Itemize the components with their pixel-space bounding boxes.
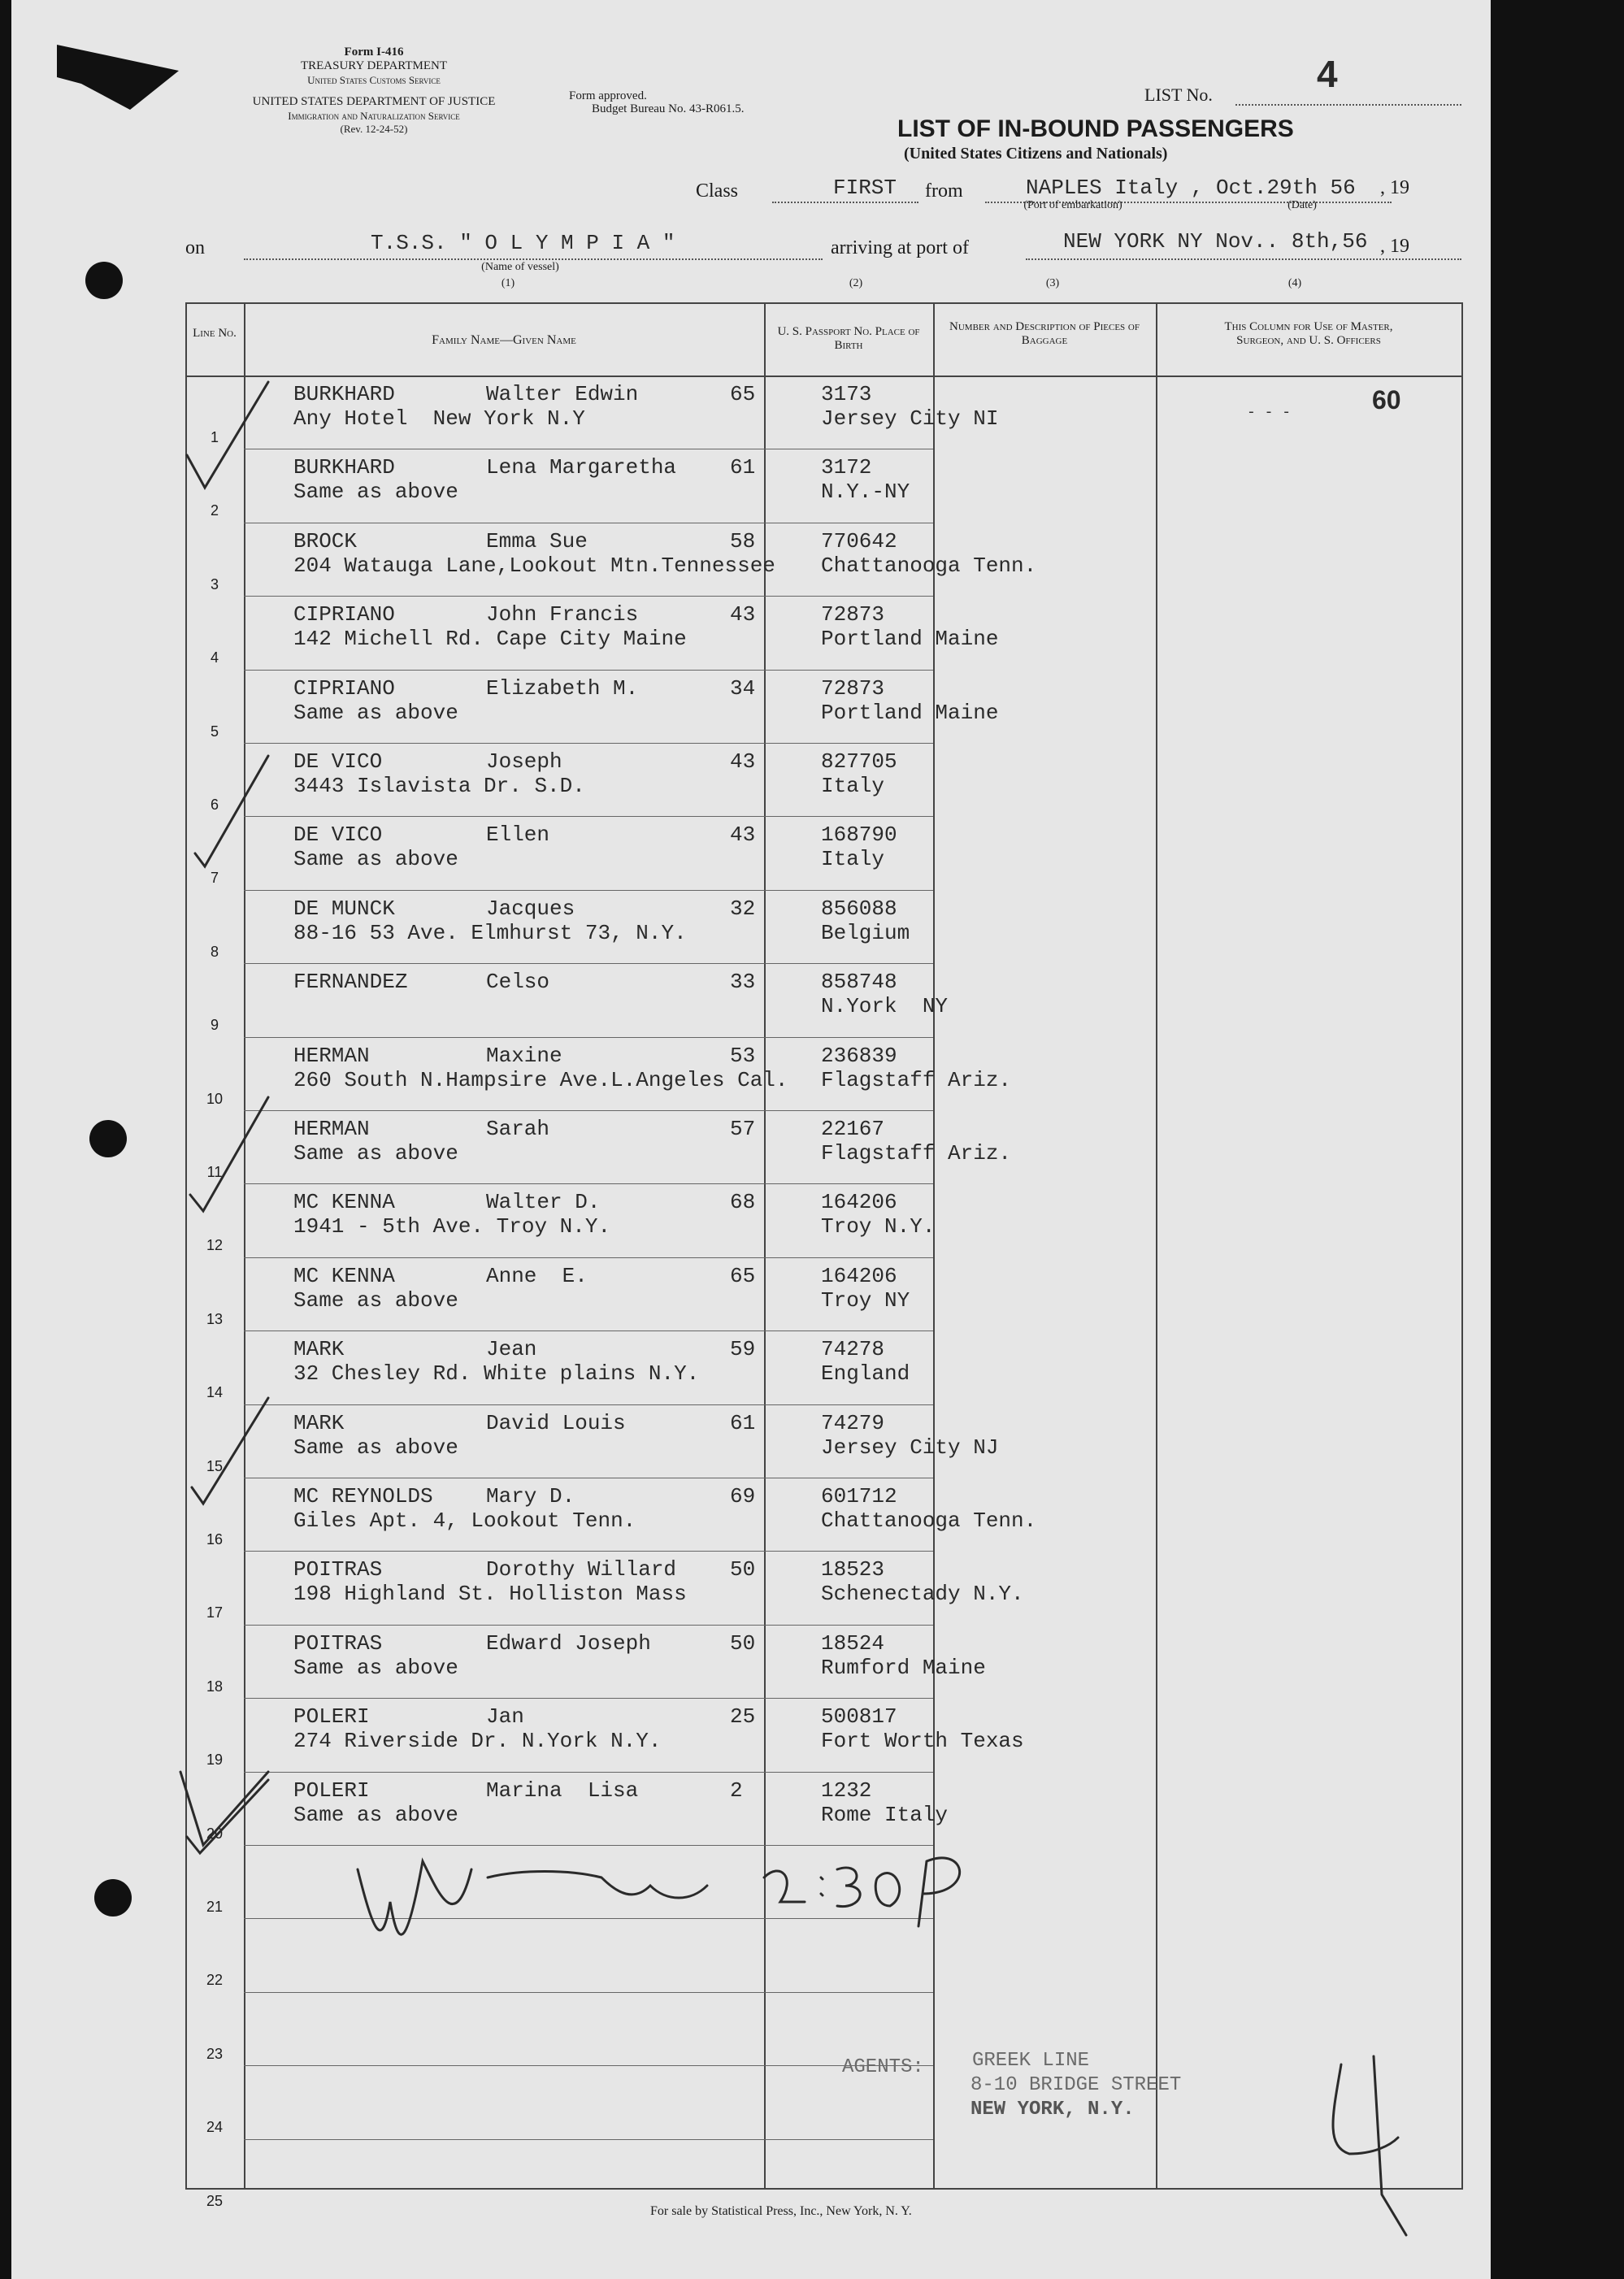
time-mark	[764, 1858, 960, 1926]
passport-number: 3172	[821, 455, 872, 480]
address: Same as above	[293, 700, 458, 725]
address: 204 Watauga Lane,Lookout Mtn.Tennessee	[293, 553, 775, 578]
place-of-birth: Jersey City NJ	[821, 1435, 999, 1460]
line-number: 22	[206, 1972, 224, 1989]
corner-four-mark	[1333, 2056, 1406, 2235]
line-number: 21	[206, 1899, 224, 1915]
given-name: Walter D.	[486, 1190, 601, 1215]
department-justice: UNITED STATES DEPARTMENT OF JUSTICE	[252, 95, 496, 108]
age: 33	[730, 970, 756, 995]
agents-stamp-line-2: 8-10 BRIDGE STREET	[970, 2074, 1182, 2096]
class-label: Class	[696, 180, 739, 202]
form-number: Form I-416	[344, 46, 404, 59]
place-of-birth: Portland Maine	[821, 700, 999, 725]
passport-number: 500817	[821, 1704, 897, 1730]
embarkation-value: NAPLES Italy , Oct.29th 56	[1026, 176, 1356, 200]
family-name: POITRAS	[293, 1630, 383, 1656]
address: 260 South N.Hampsire Ave.L.Angeles Cal.	[293, 1067, 788, 1092]
class-value: FIRST	[833, 176, 897, 200]
passport-number: 236839	[821, 1043, 897, 1068]
age: 65	[730, 1263, 756, 1288]
age: 50	[730, 1630, 756, 1656]
given-name: Jacques	[486, 896, 575, 921]
line-number: 8	[210, 943, 219, 960]
line-number: 10	[206, 1090, 224, 1107]
signature-mark	[358, 1861, 707, 1934]
place-of-birth: Flagstaff Ariz.	[821, 1067, 1012, 1092]
list-number-label: LIST No.	[1144, 85, 1213, 105]
family-name: DE MUNCK	[293, 896, 395, 921]
agents-stamp-line-1: GREEK LINE	[972, 2050, 1090, 2072]
line-number: 17	[206, 1604, 224, 1621]
caption-3: (3)	[1045, 277, 1060, 289]
date-caption: (Date)	[1287, 199, 1317, 211]
age: 43	[730, 823, 756, 848]
department-treasury: TREASURY DEPARTMENT	[300, 59, 448, 72]
age: 61	[730, 1410, 756, 1435]
arrival-value: NEW YORK NY Nov.. 8th,56	[1063, 229, 1368, 254]
given-name: Joseph	[486, 749, 562, 774]
place-of-birth: Jersey City NI	[821, 406, 999, 431]
given-name: Maxine	[486, 1043, 562, 1068]
caption-1: (1)	[501, 277, 515, 289]
given-name: Dorothy Willard	[486, 1557, 677, 1582]
agents-stamp-label: AGENTS:	[842, 2056, 924, 2078]
line-number: 13	[206, 1310, 224, 1327]
family-name: BURKHARD	[293, 455, 395, 480]
given-name: Jan	[486, 1704, 524, 1730]
address: 274 Riverside Dr. N.York N.Y.	[293, 1729, 662, 1754]
age: 32	[730, 896, 756, 921]
passport-number: 164206	[821, 1263, 897, 1288]
passport-number: 770642	[821, 528, 897, 553]
passport-number: 827705	[821, 749, 897, 774]
line-number: 1	[210, 429, 219, 445]
family-name: DE VICO	[293, 823, 383, 848]
place-of-birth: Portland Maine	[821, 627, 999, 652]
line-number: 3	[210, 575, 219, 593]
address: 198 Highland St. Holliston Mass	[293, 1582, 687, 1607]
passport-number: 74278	[821, 1337, 885, 1362]
immigration-service: Immigration and Naturalization Service	[288, 110, 460, 122]
passport-number: 18524	[821, 1630, 885, 1656]
given-name: Lena Margaretha	[486, 455, 677, 480]
place-of-birth: Italy	[821, 774, 885, 798]
line-number: 2	[210, 502, 219, 519]
line-number: 11	[206, 1164, 223, 1180]
family-name: POLERI	[293, 1704, 370, 1730]
given-name: John Francis	[486, 602, 639, 627]
given-name: Anne E.	[486, 1263, 588, 1288]
passport-number: 72873	[821, 675, 885, 701]
family-name: HERMAN	[293, 1117, 370, 1141]
address: Giles Apt. 4, Lookout Tenn.	[293, 1508, 636, 1533]
address: Same as above	[293, 480, 458, 505]
family-name: BROCK	[293, 528, 358, 553]
family-name: HERMAN	[293, 1043, 370, 1068]
age: 50	[730, 1557, 756, 1582]
passport-number: 856088	[821, 896, 897, 921]
line-number: 9	[210, 1017, 219, 1034]
passport-number: 164206	[821, 1190, 897, 1215]
line-number: 14	[206, 1384, 224, 1401]
family-name: MC KENNA	[293, 1263, 395, 1288]
line-number: 15	[206, 1457, 224, 1474]
given-name: David Louis	[486, 1410, 626, 1435]
line-number: 5	[210, 723, 219, 740]
family-name: POITRAS	[293, 1557, 383, 1582]
address: 3443 Islavista Dr. S.D.	[293, 774, 585, 798]
line-number: 24	[206, 2119, 224, 2136]
on-label: on	[185, 237, 205, 258]
family-name: CIPRIANO	[293, 602, 395, 627]
address: Same as above	[293, 1141, 458, 1166]
line-number: 16	[206, 1531, 224, 1548]
passport-number: 22167	[821, 1117, 885, 1141]
header-officers: This Column for Use of Master, Surgeon, and U. S. Officers	[1224, 320, 1393, 347]
given-name: Mary D.	[486, 1484, 575, 1508]
vessel-name: T.S.S. " O L Y M P I A "	[371, 231, 675, 255]
family-name: DE VICO	[293, 749, 383, 774]
officer-dash: - - -	[1247, 405, 1292, 421]
given-name: Elizabeth M.	[486, 675, 639, 701]
line-number: 12	[206, 1237, 224, 1254]
family-name: FERNANDEZ	[293, 970, 408, 995]
place-of-birth: Schenectady N.Y.	[821, 1582, 1024, 1607]
family-name: MARK	[293, 1337, 345, 1362]
given-name: Ellen	[486, 823, 550, 848]
line-number: 6	[210, 797, 219, 813]
place-of-birth: England	[821, 1361, 910, 1387]
family-name: MC REYNOLDS	[293, 1484, 433, 1508]
passport-number: 72873	[821, 602, 885, 627]
caption-2: (2)	[849, 277, 863, 289]
line-number: 23	[206, 2045, 224, 2062]
place-of-birth: Troy NY	[821, 1287, 910, 1313]
age: 53	[730, 1043, 756, 1068]
age: 25	[730, 1704, 756, 1730]
address: Same as above	[293, 1435, 458, 1460]
given-name: Jean	[486, 1337, 537, 1362]
header-line-no: Line No.	[193, 327, 237, 340]
passport-number: 858748	[821, 970, 897, 995]
address: 1941 - 5th Ave. Troy N.Y.	[293, 1214, 611, 1239]
age: 59	[730, 1337, 756, 1362]
age: 57	[730, 1117, 756, 1141]
embark-year: , 19	[1380, 177, 1409, 198]
given-name: Sarah	[486, 1117, 550, 1141]
list-number-value: 4	[1317, 53, 1338, 95]
passport-number: 18523	[821, 1557, 885, 1582]
header-baggage: Number and Description of Pieces of Baggage	[949, 320, 1140, 347]
age: 68	[730, 1190, 756, 1215]
place-of-birth: N.Y.-NY	[821, 480, 910, 505]
address: 88-16 53 Ave. Elmhurst 73, N.Y.	[293, 920, 687, 945]
header-passport: U. S. Passport No. Place of Birth	[777, 325, 920, 352]
address: Same as above	[293, 1655, 458, 1680]
address: 32 Chesley Rd. White plains N.Y.	[293, 1361, 700, 1387]
place-of-birth: Rumford Maine	[821, 1655, 986, 1680]
family-name: BURKHARD	[293, 382, 395, 406]
address: Same as above	[293, 847, 458, 872]
address: 142 Michell Rd. Cape City Maine	[293, 627, 687, 652]
place-of-birth: Italy	[821, 847, 885, 872]
officer-entry: 60	[1372, 385, 1401, 415]
arriving-label: arriving at port of	[831, 237, 969, 258]
age: 65	[730, 382, 756, 406]
age: 43	[730, 749, 756, 774]
age: 2	[730, 1778, 743, 1803]
line-number: 25	[206, 2192, 224, 2209]
given-name: Celso	[486, 970, 550, 995]
passport-number: 168790	[821, 823, 897, 848]
place-of-birth: Troy N.Y.	[821, 1214, 936, 1239]
line-number: 19	[206, 1752, 224, 1769]
customs-service: United States Customs Service	[307, 74, 441, 86]
given-name: Marina Lisa	[486, 1778, 639, 1803]
address: Same as above	[293, 1287, 458, 1313]
agents-stamp-line-3: NEW YORK, N.Y.	[970, 2099, 1135, 2121]
family-name: POLERI	[293, 1778, 370, 1803]
port-of-embarkation-caption: (Port of embarkation)	[1023, 199, 1122, 211]
form-title: LIST OF IN-BOUND PASSENGERS	[897, 115, 1294, 142]
line-number: 18	[206, 1678, 224, 1695]
family-name: CIPRIANO	[293, 675, 395, 701]
line-number: 4	[210, 649, 219, 666]
place-of-birth: Rome Italy	[821, 1802, 949, 1827]
address: Same as above	[293, 1802, 458, 1827]
header-name: Family Name—Given Name	[432, 333, 576, 347]
arrival-year: , 19	[1380, 236, 1409, 257]
passport-number: 74279	[821, 1410, 885, 1435]
check-marks	[180, 382, 268, 1853]
given-name: Walter Edwin	[486, 382, 639, 406]
passport-number: 1232	[821, 1778, 872, 1803]
given-name: Emma Sue	[486, 528, 588, 553]
line-number: 20	[206, 1825, 224, 1842]
age: 69	[730, 1484, 756, 1508]
age: 58	[730, 528, 756, 553]
age: 61	[730, 455, 756, 480]
age: 43	[730, 602, 756, 627]
place-of-birth: Flagstaff Ariz.	[821, 1141, 1012, 1166]
family-name: MC KENNA	[293, 1190, 395, 1215]
passport-number: 3173	[821, 382, 872, 406]
given-name: Edward Joseph	[486, 1630, 651, 1656]
from-label: from	[925, 180, 963, 202]
age: 34	[730, 675, 756, 701]
passport-number: 601712	[821, 1484, 897, 1508]
family-name: MARK	[293, 1410, 345, 1435]
footer-printer: For sale by Statistical Press, Inc., New York, N. Y.	[650, 2204, 912, 2218]
vessel-caption: (Name of vessel)	[481, 261, 559, 273]
place-of-birth: Chattanooga Tenn.	[821, 553, 1037, 578]
line-number: 7	[210, 870, 219, 887]
form-subtitle: (United States Citizens and Nationals)	[904, 145, 1168, 163]
form-approved: Form approved.	[569, 89, 647, 102]
address: Any Hotel New York N.Y	[293, 406, 585, 431]
place-of-birth: N.York NY	[821, 994, 949, 1019]
budget-bureau-number: Budget Bureau No. 43-R061.5.	[592, 102, 745, 115]
place-of-birth: Fort Worth Texas	[821, 1729, 1024, 1754]
place-of-birth: Chattanooga Tenn.	[821, 1508, 1037, 1533]
caption-4: (4)	[1287, 277, 1302, 289]
place-of-birth: Belgium	[821, 920, 910, 945]
revision-date: (Rev. 12-24-52)	[340, 123, 408, 135]
